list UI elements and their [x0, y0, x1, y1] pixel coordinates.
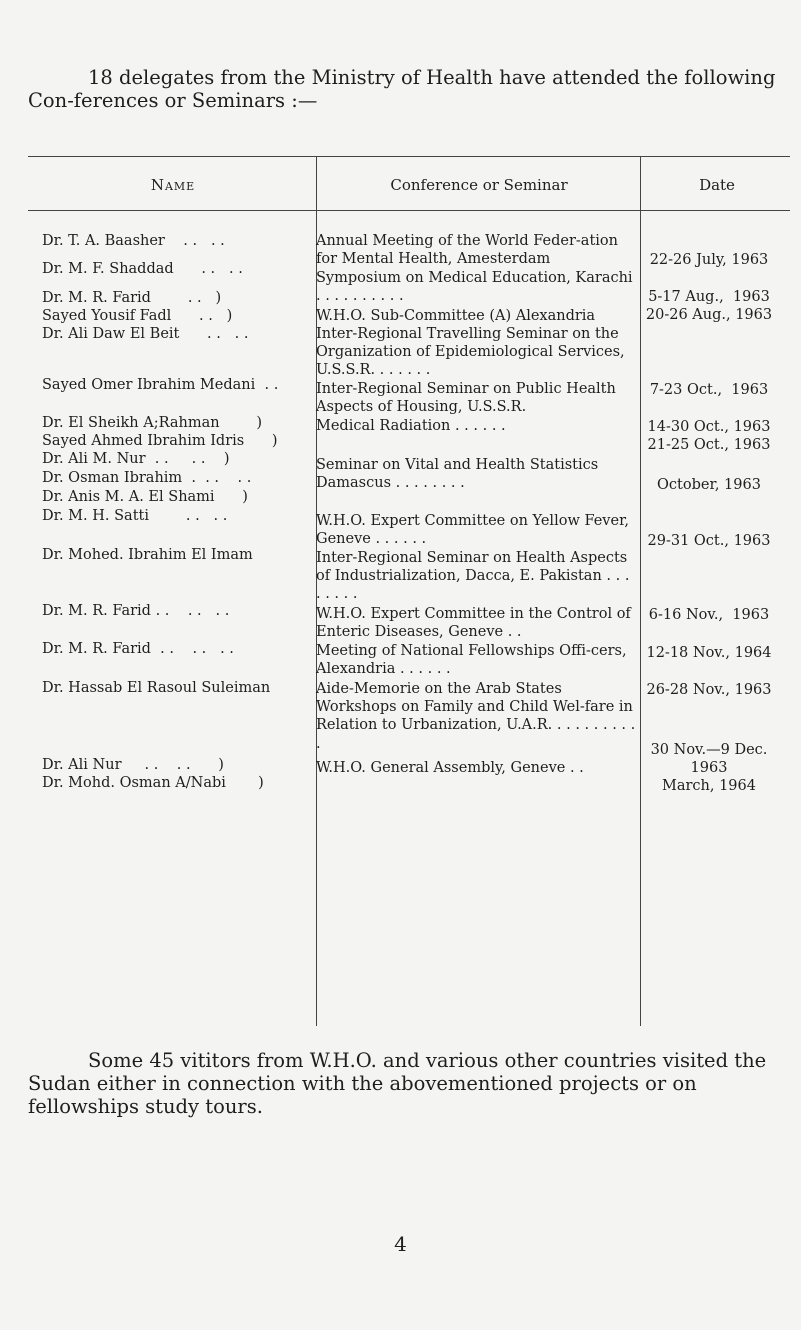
header-name: Name — [150, 176, 196, 194]
conference-entry: W.H.O. Expert Committee in the Control of Enteric Diseases, Geneve . . — [316, 606, 631, 641]
conference-entry: Aide-Memorie on the Arab States Workshops on Family and Child Wel-fare in Relation to Urbanization, U.A.R. . . . . . . . . . . — [316, 681, 636, 752]
conference-entry: Seminar on Vital and Health Statistics Damascus . . . . . . . . — [316, 457, 599, 492]
date-entry: 20-26 Aug., 1963 — [645, 307, 773, 323]
header-conference: Conference or Seminar — [390, 176, 568, 194]
name-entry: Dr. Osman Ibrahim . . . . . — [42, 470, 252, 486]
column-divider-2 — [640, 156, 641, 1026]
name-entry: Dr. Ali M. Nur . . . . ) — [42, 451, 230, 467]
conference-entry: W.H.O. General Assembly, Geneve . . — [316, 760, 584, 776]
date-entry: October, 1963 — [657, 477, 761, 493]
date-entry: 6-16 Nov., 1963 — [648, 607, 770, 623]
conference-entry: Symposium on Medical Education, Karachi . . . . . . . . . . — [316, 270, 633, 305]
name-entry: Dr. Ali Nur . . . . ) — [42, 757, 224, 773]
name-entry: Sayed Omer Ibrahim Medani . . — [42, 377, 279, 393]
date-entry: 22-26 July, 1963 — [649, 252, 769, 268]
date-entry: 12-18 Nov., 1964 — [646, 645, 772, 661]
name-entry: Dr. M. H. Satti . . . . — [42, 508, 228, 524]
name-entry: Sayed Ahmed Ibrahim Idris ) — [42, 433, 278, 449]
name-entry: Dr. M. R. Farid . . ) — [42, 290, 222, 306]
name-entry: Dr. Hassab El Rasoul Suleiman — [42, 680, 271, 696]
name-entry: Dr. M. F. Shaddad . . . . — [42, 261, 243, 277]
conference-entry: Meeting of National Fellowships Offi-cers, Alexandria . . . . . . — [316, 643, 627, 678]
name-entry: Dr. M. R. Farid . . . . . . — [42, 641, 234, 657]
name-entry: Dr. Mohed. Ibrahim El Imam — [42, 547, 253, 563]
conference-entry: W.H.O. Sub-Committee (A) Alexandria — [316, 308, 596, 324]
name-entry: Dr. M. R. Farid . . . . . . — [42, 603, 230, 619]
page-number: 4 — [394, 1232, 407, 1256]
header-bottom-rule — [28, 210, 790, 211]
table-top-rule — [28, 156, 790, 157]
conference-entry: Medical Radiation . . . . . . — [316, 418, 506, 434]
intro-paragraph: 18 delegates from the Ministry of Health have attended the following Con-ferences or Seminars :— — [28, 66, 776, 112]
outro-paragraph: Some 45 vititors from W.H.O. and various other countries visited the Sudan either in connection with the abovementioned projects or on fellowships study tours. — [28, 1049, 767, 1118]
name-entry: Dr. El Sheikh A;Rahman ) — [42, 415, 263, 431]
name-entry: Dr. Mohd. Osman A/Nabi ) — [42, 775, 264, 791]
date-entry: March, 1964 — [661, 778, 756, 794]
conference-entry: Annual Meeting of the World Feder-ation for Mental Health, Amesterdam — [316, 233, 618, 268]
date-entry: 30 Nov.—9 Dec. 1963 — [650, 742, 768, 776]
date-entry: 5-17 Aug., 1963 — [648, 289, 770, 305]
conference-entry: Inter-Regional Seminar on Public Health Aspects of Housing, U.S.S.R. — [316, 381, 616, 416]
conference-entry: Inter-Regional Travelling Seminar on the Organization of Epidemiological Services, U.S.S.R. . . . . . . — [316, 326, 625, 379]
header-date: Date — [699, 176, 735, 194]
date-entry: 21-25 Oct., 1963 — [647, 437, 771, 453]
conference-entry: Inter-Regional Seminar on Health Aspects of Industrialization, Dacca, E. Pakistan . . . . . . . . — [316, 550, 630, 603]
date-entry: 29-31 Oct., 1963 — [647, 533, 771, 549]
date-entry: 14-30 Oct., 1963 — [647, 419, 771, 435]
date-entry: 26-28 Nov., 1963 — [646, 682, 772, 698]
conference-entry: W.H.O. Expert Committee on Yellow Fever, Geneve . . . . . . — [316, 513, 630, 548]
name-entry: Dr. Ali Daw El Beit . . . . — [42, 326, 249, 342]
name-entry: Sayed Yousif Fadl . . ) — [42, 308, 233, 324]
date-entry: 7-23 Oct., 1963 — [649, 382, 769, 398]
name-entry: Dr. T. A. Baasher . . . . — [42, 233, 225, 249]
name-entry: Dr. Anis M. A. El Shami ) — [42, 489, 248, 505]
